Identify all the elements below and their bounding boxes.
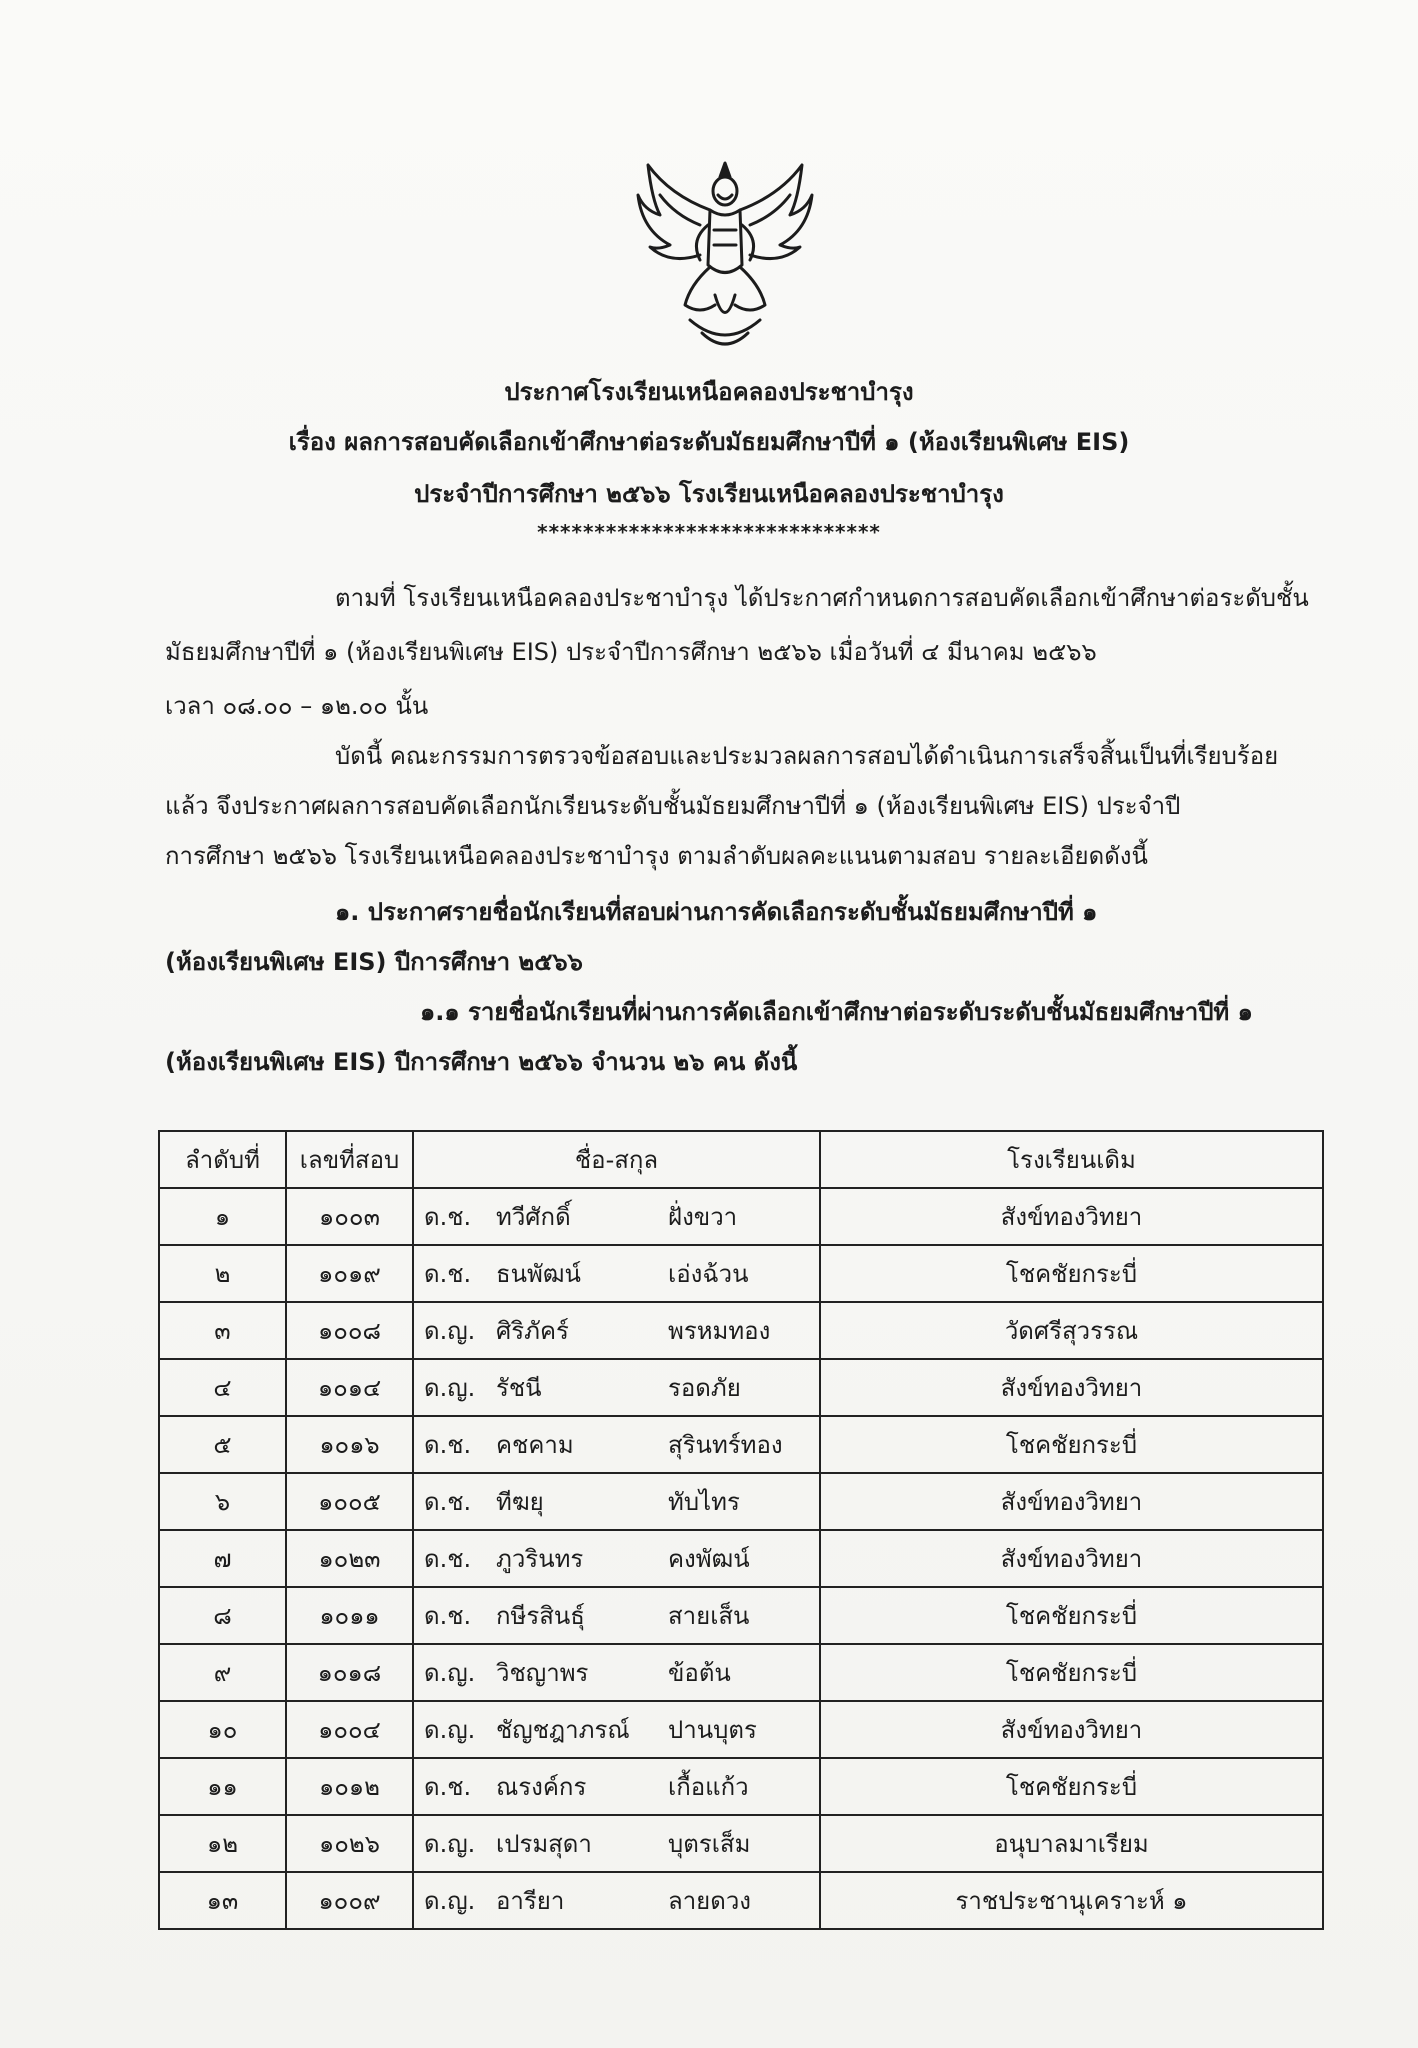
cell-no: ๒ — [159, 1245, 286, 1302]
first-name: ทวีศักดิ์ — [496, 1203, 571, 1231]
cell-no: ๑๓ — [159, 1872, 286, 1929]
first-name: ชัญชฎาภรณ์ — [496, 1716, 630, 1744]
last-name: เกื้อแก้ว — [668, 1773, 749, 1801]
cell-school: วัดศรีสุวรรณ — [820, 1302, 1323, 1359]
paragraph-1-line-1: ตามที่ โรงเรียนเหนือคลองประชาบำรุง ได้ประกาศกำหนดการสอบคัดเลือกเข้าศึกษาต่อระดับชั้น — [335, 584, 1309, 612]
cell-no: ๘ — [159, 1587, 286, 1644]
announcement-year: ประจำปีการศึกษา ๒๕๖๖ โรงเรียนเหนือคลองประชาบำรุง — [414, 480, 1004, 508]
cell-exam-no: ๑๐๑๒ — [286, 1758, 413, 1815]
cell-no: ๑๒ — [159, 1815, 286, 1872]
paragraph-2-line-2: แล้ว จึงประกาศผลการสอบคัดเลือกนักเรียนระดับชั้นมัธยมศึกษาปีที่ ๑ (ห้องเรียนพิเศษ EIS) ประจำปี — [165, 792, 1181, 820]
first-name: วิชญาพร — [496, 1659, 589, 1687]
name-prefix: ด.ช. — [424, 1773, 472, 1801]
cell-name — [413, 1188, 820, 1245]
cell-no: ๖ — [159, 1473, 286, 1530]
last-name: ทับไทร — [668, 1488, 740, 1516]
header-exam-no: เลขที่สอบ — [286, 1131, 413, 1188]
section-1-1-line-1: ๑.๑ รายชื่อนักเรียนที่ผ่านการคัดเลือกเข้าศึกษาต่อระดับระดับชั้นมัธยมศึกษาปีที่ ๑ — [420, 998, 1253, 1026]
cell-exam-no: ๑๐๐๘ — [286, 1302, 413, 1359]
cell-name — [413, 1872, 820, 1929]
cell-name — [413, 1644, 820, 1701]
section-1-1-line-2: (ห้องเรียนพิเศษ EIS) ปีการศึกษา ๒๕๖๖ จำนวน ๒๖ คน ดังนี้ — [165, 1048, 798, 1076]
cell-no: ๓ — [159, 1302, 286, 1359]
cell-exam-no: ๑๐๒๓ — [286, 1530, 413, 1587]
name-prefix: ด.ญ. — [424, 1374, 476, 1402]
cell-exam-no: ๑๐๑๖ — [286, 1416, 413, 1473]
cell-exam-no: ๑๐๒๖ — [286, 1815, 413, 1872]
first-name: รัชนี — [496, 1374, 542, 1402]
cell-school: อนุบาลมาเรียม — [820, 1815, 1323, 1872]
last-name: บุตรเส็ม — [668, 1830, 751, 1858]
last-name: พรหมทอง — [668, 1317, 771, 1345]
cell-no: ๕ — [159, 1416, 286, 1473]
cell-no: ๔ — [159, 1359, 286, 1416]
table-row — [159, 1587, 1323, 1644]
cell-school: สังข์ทองวิทยา — [820, 1473, 1323, 1530]
first-name: ทีฆยุ — [496, 1488, 544, 1516]
cell-school: โชคชัยกระบี่ — [820, 1758, 1323, 1815]
cell-school: ราชประชานุเคราะห์ ๑ — [820, 1872, 1323, 1929]
name-prefix: ด.ช. — [424, 1488, 472, 1516]
name-prefix: ด.ช. — [424, 1203, 472, 1231]
last-name: สุรินทร์ทอง — [668, 1431, 783, 1459]
table-row — [159, 1188, 1323, 1245]
cell-name — [413, 1359, 820, 1416]
cell-name — [413, 1473, 820, 1530]
header-school: โรงเรียนเดิม — [820, 1131, 1323, 1188]
cell-school: สังข์ทองวิทยา — [820, 1701, 1323, 1758]
cell-no: ๗ — [159, 1530, 286, 1587]
header-name: ชื่อ-สกุล — [413, 1131, 820, 1188]
name-prefix: ด.ญ. — [424, 1887, 476, 1915]
table-row — [159, 1815, 1323, 1872]
paragraph-2-line-3: การศึกษา ๒๕๖๖ โรงเรียนเหนือคลองประชาบำรุง ตามลำดับผลคะแนนตามสอบ รายละเอียดดังนี้ — [165, 842, 1148, 870]
cell-exam-no: ๑๐๐๙ — [286, 1872, 413, 1929]
name-prefix: ด.ญ. — [424, 1830, 476, 1858]
first-name: คชคาม — [496, 1431, 574, 1459]
last-name: ปานบุตร — [668, 1716, 757, 1744]
last-name: สายเส็น — [668, 1602, 750, 1630]
last-name: ข้อต้น — [668, 1659, 731, 1687]
results-table — [158, 1130, 1324, 1930]
announcement-title: ประกาศโรงเรียนเหนือคลองประชาบำรุง — [504, 378, 914, 406]
table-row — [159, 1644, 1323, 1701]
cell-school: โชคชัยกระบี่ — [820, 1416, 1323, 1473]
table-row — [159, 1245, 1323, 1302]
first-name: อารียา — [496, 1887, 565, 1915]
name-prefix: ด.ช. — [424, 1545, 472, 1573]
cell-no: ๑๐ — [159, 1701, 286, 1758]
section-1-line-2: (ห้องเรียนพิเศษ EIS) ปีการศึกษา ๒๕๖๖ — [165, 948, 583, 976]
last-name: เอ่งฉ้วน — [668, 1260, 749, 1288]
last-name: รอดภัย — [668, 1374, 741, 1402]
cell-exam-no: ๑๐๐๓ — [286, 1188, 413, 1245]
cell-school: โชคชัยกระบี่ — [820, 1245, 1323, 1302]
cell-name — [413, 1530, 820, 1587]
table-row — [159, 1701, 1323, 1758]
table-row — [159, 1359, 1323, 1416]
name-prefix: ด.ญ. — [424, 1317, 476, 1345]
cell-name — [413, 1302, 820, 1359]
cell-name — [413, 1758, 820, 1815]
table-row — [159, 1473, 1323, 1530]
section-1-line-1: ๑. ประกาศรายชื่อนักเรียนที่สอบผ่านการคัดเลือกระดับชั้นมัธยมศึกษาปีที่ ๑ — [335, 898, 1098, 926]
cell-exam-no: ๑๐๐๕ — [286, 1473, 413, 1530]
table-row — [159, 1758, 1323, 1815]
name-prefix: ด.ช. — [424, 1431, 472, 1459]
name-prefix: ด.ช. — [424, 1260, 472, 1288]
table-row — [159, 1416, 1323, 1473]
cell-school: โชคชัยกระบี่ — [820, 1644, 1323, 1701]
first-name: เปรมสุดา — [496, 1830, 592, 1858]
cell-exam-no: ๑๐๑๘ — [286, 1644, 413, 1701]
first-name: ศิริภัคร์ — [496, 1317, 569, 1345]
table-row — [159, 1872, 1323, 1929]
cell-exam-no: ๑๐๑๔ — [286, 1359, 413, 1416]
cell-exam-no: ๑๐๐๔ — [286, 1701, 413, 1758]
cell-no: ๑๑ — [159, 1758, 286, 1815]
table-row — [159, 1302, 1323, 1359]
name-prefix: ด.ญ. — [424, 1659, 476, 1687]
cell-name — [413, 1587, 820, 1644]
cell-exam-no: ๑๐๑๑ — [286, 1587, 413, 1644]
cell-school: สังข์ทองวิทยา — [820, 1530, 1323, 1587]
last-name: คงพัฒน์ — [668, 1545, 750, 1573]
name-prefix: ด.ช. — [424, 1602, 472, 1630]
divider-stars: ****************************** — [537, 520, 881, 544]
table-header-row — [159, 1131, 1323, 1188]
paragraph-1-line-2: มัธยมศึกษาปีที่ ๑ (ห้องเรียนพิเศษ EIS) ประจำปีการศึกษา ๒๕๖๖ เมื่อวันที่ ๔ มีนาคม ๒๕๖๖ — [165, 638, 1097, 666]
first-name: ภูวรินทร — [496, 1545, 584, 1573]
cell-no: ๑ — [159, 1188, 286, 1245]
last-name: ฝั่งขวา — [668, 1203, 738, 1231]
garuda-emblem-icon — [630, 155, 820, 355]
announcement-subject: เรื่อง ผลการสอบคัดเลือกเข้าศึกษาต่อระดับมัธยมศึกษาปีที่ ๑ (ห้องเรียนพิเศษ EIS) — [288, 428, 1130, 456]
paragraph-1-line-3: เวลา ๐๘.๐๐ – ๑๒.๐๐ นั้น — [165, 692, 429, 720]
first-name: ณรงค์กร — [496, 1773, 587, 1801]
cell-school: สังข์ทองวิทยา — [820, 1188, 1323, 1245]
cell-name — [413, 1701, 820, 1758]
table-row — [159, 1530, 1323, 1587]
cell-no: ๙ — [159, 1644, 286, 1701]
cell-name — [413, 1416, 820, 1473]
first-name: กษีรสินธุ์ — [496, 1602, 585, 1630]
cell-school: สังข์ทองวิทยา — [820, 1359, 1323, 1416]
cell-name — [413, 1245, 820, 1302]
cell-name — [413, 1815, 820, 1872]
header-no: ลำดับที่ — [159, 1131, 286, 1188]
name-prefix: ด.ญ. — [424, 1716, 476, 1744]
paragraph-2-line-1: บัดนี้ คณะกรรมการตรวจข้อสอบและประมวลผลการสอบได้ดำเนินการเสร็จสิ้นเป็นที่เรียบร้อย — [335, 742, 1279, 770]
last-name: ลายดวง — [668, 1887, 752, 1915]
cell-school: โชคชัยกระบี่ — [820, 1587, 1323, 1644]
first-name: ธนพัฒน์ — [496, 1260, 581, 1288]
cell-exam-no: ๑๐๑๙ — [286, 1245, 413, 1302]
